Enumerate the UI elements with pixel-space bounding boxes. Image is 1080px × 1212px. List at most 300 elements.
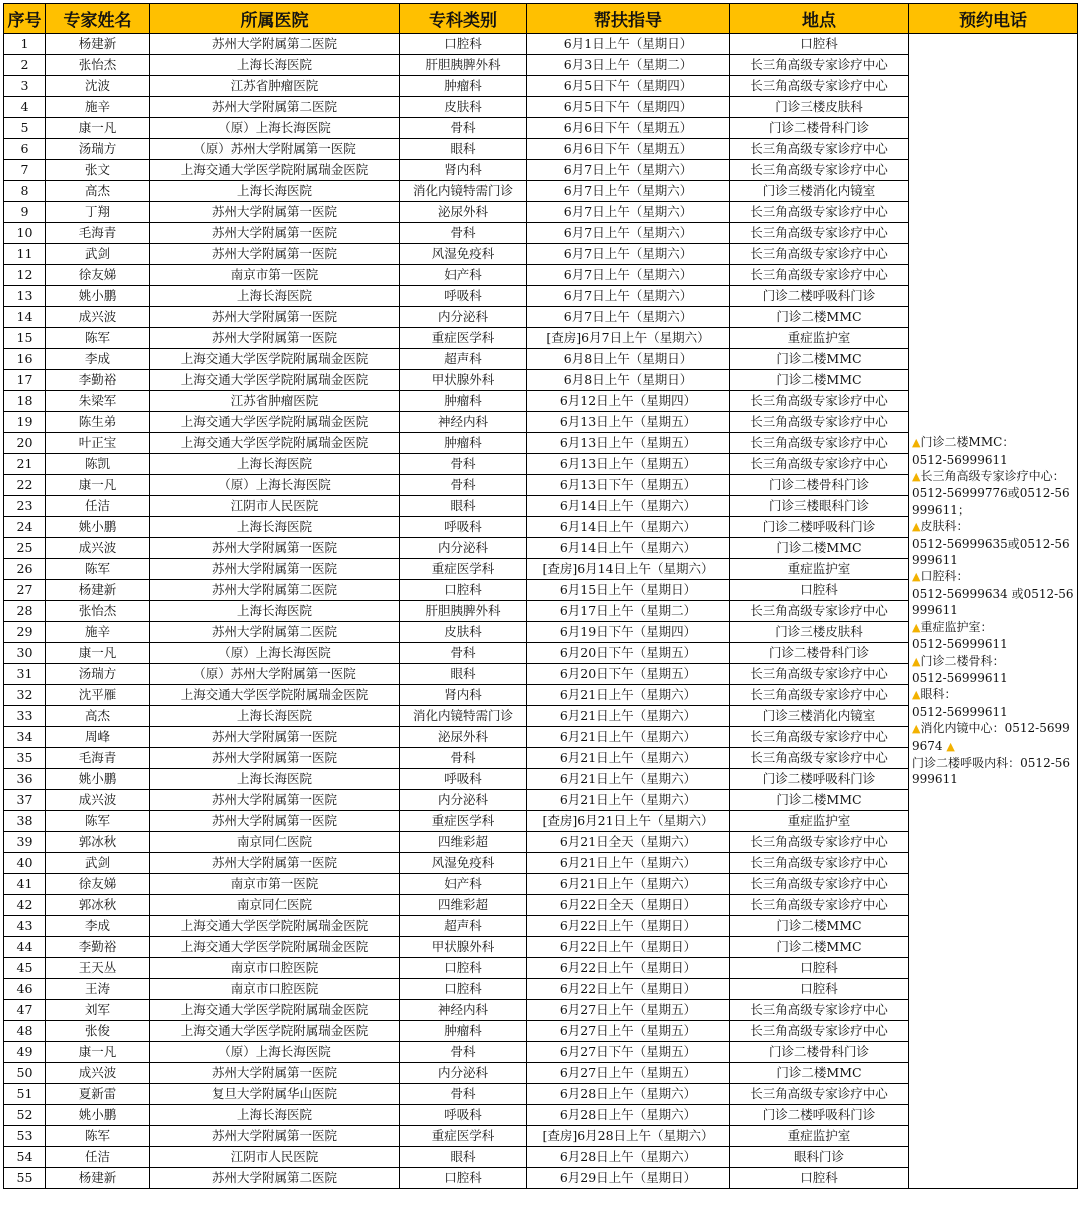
cell-location: 门诊三楼眼科门诊 [730, 496, 909, 517]
cell-guidance-time: 6月27日上午（星期五） [527, 1000, 730, 1021]
cell-index: 42 [4, 895, 46, 916]
header-specialty: 专科类别 [400, 4, 527, 34]
cell-expert-name: 成兴波 [46, 307, 150, 328]
cell-guidance-time: 6月22日上午（星期日） [527, 937, 730, 958]
cell-expert-name: 成兴波 [46, 790, 150, 811]
cell-location: 门诊三楼消化内镜室 [730, 181, 909, 202]
cell-guidance-time: 6月27日上午（星期五） [527, 1063, 730, 1084]
cell-index: 27 [4, 580, 46, 601]
cell-location: 长三角高级专家诊疗中心 [730, 454, 909, 475]
cell-index: 40 [4, 853, 46, 874]
cell-index: 46 [4, 979, 46, 1000]
cell-hospital: 苏州大学附属第一医院 [150, 307, 400, 328]
cell-specialty: 内分泌科 [400, 1063, 527, 1084]
cell-specialty: 肝胆胰脾外科 [400, 55, 527, 76]
cell-location: 口腔科 [730, 958, 909, 979]
cell-expert-name: 任洁 [46, 496, 150, 517]
header-hospital: 所属医院 [150, 4, 400, 34]
cell-index: 20 [4, 433, 46, 454]
cell-guidance-time: 6月21日上午（星期六） [527, 727, 730, 748]
cell-hospital: 南京同仁医院 [150, 832, 400, 853]
cell-hospital: 江阴市人民医院 [150, 1147, 400, 1168]
cell-index: 33 [4, 706, 46, 727]
cell-hospital: 南京同仁医院 [150, 895, 400, 916]
cell-guidance-time: 6月8日上午（星期日） [527, 370, 730, 391]
cell-specialty: 眼科 [400, 1147, 527, 1168]
cell-expert-name: 张怡杰 [46, 55, 150, 76]
header-expert-name: 专家姓名 [46, 4, 150, 34]
cell-guidance-time: 6月13日下午（星期五） [527, 475, 730, 496]
phone-note-line: 0512-56999634 或0512-56999611 [912, 586, 1074, 618]
phone-note-line: ▲眼科： [912, 687, 957, 702]
cell-specialty: 肾内科 [400, 685, 527, 706]
cell-specialty: 泌尿外科 [400, 202, 527, 223]
cell-expert-name: 任洁 [46, 1147, 150, 1168]
cell-hospital: 上海长海医院 [150, 454, 400, 475]
cell-guidance-time: 6月21日上午（星期六） [527, 769, 730, 790]
cell-expert-name: 姚小鹏 [46, 769, 150, 790]
triangle-marker-icon: ▲ [912, 722, 921, 736]
phone-note-line: 门诊二楼呼吸内科：0512-56999611 [912, 755, 1071, 787]
cell-guidance-time: 6月20日下午（星期五） [527, 664, 730, 685]
cell-location: 门诊二楼呼吸科门诊 [730, 769, 909, 790]
cell-index: 23 [4, 496, 46, 517]
cell-index: 37 [4, 790, 46, 811]
cell-specialty: 呼吸科 [400, 286, 527, 307]
cell-expert-name: 张怡杰 [46, 601, 150, 622]
cell-index: 7 [4, 160, 46, 181]
cell-hospital: 上海长海医院 [150, 1105, 400, 1126]
cell-location: 门诊二楼MMC [730, 307, 909, 328]
cell-hospital: 苏州大学附属第二医院 [150, 622, 400, 643]
cell-guidance-time: 6月13日上午（星期五） [527, 433, 730, 454]
cell-specialty: 口腔科 [400, 1168, 527, 1189]
cell-specialty: 重症医学科 [400, 1126, 527, 1147]
cell-location: 长三角高级专家诊疗中心 [730, 433, 909, 454]
cell-specialty: 呼吸科 [400, 517, 527, 538]
cell-hospital: 上海交通大学医学院附属瑞金医院 [150, 370, 400, 391]
phone-note-line: ▲长三角高级专家诊疗中心： [912, 469, 1065, 484]
header-row [4, 4, 1078, 34]
cell-guidance-time: 6月28日上午（星期六） [527, 1105, 730, 1126]
cell-expert-name: 李勤裕 [46, 370, 150, 391]
cell-expert-name: 康一凡 [46, 1042, 150, 1063]
cell-index: 45 [4, 958, 46, 979]
cell-expert-name: 朱梁军 [46, 391, 150, 412]
cell-index: 53 [4, 1126, 46, 1147]
cell-specialty: 骨科 [400, 475, 527, 496]
cell-specialty: 内分泌科 [400, 307, 527, 328]
cell-guidance-time: 6月7日上午（星期六） [527, 160, 730, 181]
cell-specialty: 泌尿外科 [400, 727, 527, 748]
cell-specialty: 眼科 [400, 496, 527, 517]
cell-index: 24 [4, 517, 46, 538]
expert-schedule-table [3, 3, 1078, 1189]
cell-hospital: 上海长海医院 [150, 286, 400, 307]
table-body [4, 34, 1078, 1189]
cell-location: 长三角高级专家诊疗中心 [730, 874, 909, 895]
cell-hospital: （原）苏州大学附属第一医院 [150, 139, 400, 160]
phone-note-line: ▲门诊二楼骨科： [912, 653, 1005, 668]
cell-guidance-time: [查房]6月7日上午（星期六） [527, 328, 730, 349]
cell-expert-name: 张文 [46, 160, 150, 181]
cell-hospital: 苏州大学附属第一医院 [150, 559, 400, 580]
cell-expert-name: 叶正宝 [46, 433, 150, 454]
cell-location: 长三角高级专家诊疗中心 [730, 55, 909, 76]
cell-index: 11 [4, 244, 46, 265]
phone-note-line: 0512-56999611 [912, 452, 1008, 467]
triangle-marker-icon: ▲ [912, 570, 921, 584]
cell-expert-name: 施辛 [46, 622, 150, 643]
triangle-marker-icon: ▲ [912, 654, 921, 668]
cell-guidance-time: 6月28日上午（星期六） [527, 1147, 730, 1168]
phone-note-line: 0512-56999635或0512-56999611 [912, 536, 1070, 568]
cell-specialty: 超声科 [400, 916, 527, 937]
cell-guidance-time: 6月5日下午（星期四） [527, 76, 730, 97]
cell-guidance-time: [查房]6月28日上午（星期六） [527, 1126, 730, 1147]
cell-expert-name: 刘军 [46, 1000, 150, 1021]
cell-specialty: 消化内镜特需门诊 [400, 706, 527, 727]
cell-specialty: 皮肤科 [400, 97, 527, 118]
cell-index: 16 [4, 349, 46, 370]
cell-index: 9 [4, 202, 46, 223]
cell-hospital: 苏州大学附属第一医院 [150, 223, 400, 244]
cell-location: 长三角高级专家诊疗中心 [730, 748, 909, 769]
cell-expert-name: 沈波 [46, 76, 150, 97]
cell-hospital: （原）上海长海医院 [150, 643, 400, 664]
cell-location: 门诊二楼呼吸科门诊 [730, 1105, 909, 1126]
cell-guidance-time: 6月7日上午（星期六） [527, 223, 730, 244]
cell-expert-name: 沈平雁 [46, 685, 150, 706]
cell-index: 12 [4, 265, 46, 286]
cell-expert-name: 王涛 [46, 979, 150, 1000]
cell-index: 28 [4, 601, 46, 622]
cell-index: 34 [4, 727, 46, 748]
cell-hospital: 苏州大学附属第一医院 [150, 811, 400, 832]
cell-location: 口腔科 [730, 979, 909, 1000]
cell-expert-name: 丁翔 [46, 202, 150, 223]
cell-location: 长三角高级专家诊疗中心 [730, 1021, 909, 1042]
cell-hospital: 复旦大学附属华山医院 [150, 1084, 400, 1105]
cell-hospital: 上海交通大学医学院附属瑞金医院 [150, 1000, 400, 1021]
cell-location: 门诊二楼MMC [730, 349, 909, 370]
cell-hospital: 上海长海医院 [150, 181, 400, 202]
cell-location: 门诊二楼MMC [730, 790, 909, 811]
cell-expert-name: 杨建新 [46, 580, 150, 601]
cell-guidance-time: 6月17日上午（星期二） [527, 601, 730, 622]
cell-specialty: 内分泌科 [400, 538, 527, 559]
cell-specialty: 皮肤科 [400, 622, 527, 643]
cell-location: 门诊二楼MMC [730, 937, 909, 958]
cell-hospital: 苏州大学附属第一医院 [150, 727, 400, 748]
cell-location: 门诊二楼MMC [730, 916, 909, 937]
cell-guidance-time: 6月22日上午（星期日） [527, 916, 730, 937]
header-phone: 预约电话 [909, 4, 1078, 34]
cell-hospital: 苏州大学附属第一医院 [150, 328, 400, 349]
cell-expert-name: 李勤裕 [46, 937, 150, 958]
cell-specialty: 口腔科 [400, 979, 527, 1000]
cell-hospital: 上海交通大学医学院附属瑞金医院 [150, 433, 400, 454]
cell-hospital: （原）苏州大学附属第一医院 [150, 664, 400, 685]
cell-expert-name: 张俊 [46, 1021, 150, 1042]
cell-guidance-time: 6月7日上午（星期六） [527, 181, 730, 202]
cell-index: 50 [4, 1063, 46, 1084]
cell-location: 长三角高级专家诊疗中心 [730, 391, 909, 412]
cell-index: 47 [4, 1000, 46, 1021]
cell-hospital: 苏州大学附属第一医院 [150, 1126, 400, 1147]
cell-guidance-time: 6月27日下午（星期五） [527, 1042, 730, 1063]
cell-expert-name: 李成 [46, 916, 150, 937]
phone-note-line: 0512-56999611 [912, 637, 1008, 652]
cell-guidance-time: 6月27日上午（星期五） [527, 1021, 730, 1042]
cell-index: 14 [4, 307, 46, 328]
cell-hospital: 上海长海医院 [150, 601, 400, 622]
header-guidance-time: 帮扶指导 [527, 4, 730, 34]
cell-expert-name: 杨建新 [46, 34, 150, 55]
cell-location: 重症监护室 [730, 559, 909, 580]
cell-location: 重症监护室 [730, 811, 909, 832]
cell-expert-name: 陈军 [46, 559, 150, 580]
cell-guidance-time: 6月7日上午（星期六） [527, 286, 730, 307]
cell-expert-name: 周峰 [46, 727, 150, 748]
header-location: 地点 [730, 4, 909, 34]
cell-guidance-time: 6月21日上午（星期六） [527, 874, 730, 895]
cell-expert-name: 陈军 [46, 811, 150, 832]
cell-expert-name: 高杰 [46, 181, 150, 202]
cell-expert-name: 成兴波 [46, 1063, 150, 1084]
cell-hospital: 上海交通大学医学院附属瑞金医院 [150, 685, 400, 706]
triangle-marker-icon: ▲ [912, 436, 921, 450]
cell-index: 5 [4, 118, 46, 139]
cell-index: 49 [4, 1042, 46, 1063]
cell-location: 长三角高级专家诊疗中心 [730, 244, 909, 265]
cell-location: 长三角高级专家诊疗中心 [730, 664, 909, 685]
cell-specialty: 妇产科 [400, 874, 527, 895]
cell-hospital: 上海交通大学医学院附属瑞金医院 [150, 916, 400, 937]
cell-location: 门诊三楼皮肤科 [730, 622, 909, 643]
cell-specialty: 肿瘤科 [400, 1021, 527, 1042]
cell-location: 门诊二楼骨科门诊 [730, 475, 909, 496]
cell-location: 长三角高级专家诊疗中心 [730, 412, 909, 433]
cell-guidance-time: 6月21日上午（星期六） [527, 853, 730, 874]
cell-guidance-time: 6月22日上午（星期日） [527, 979, 730, 1000]
cell-location: 口腔科 [730, 1168, 909, 1189]
cell-guidance-time: 6月1日上午（星期日） [527, 34, 730, 55]
cell-specialty: 超声科 [400, 349, 527, 370]
cell-location: 门诊二楼MMC [730, 1063, 909, 1084]
cell-index: 3 [4, 76, 46, 97]
cell-location: 长三角高级专家诊疗中心 [730, 1084, 909, 1105]
cell-specialty: 四维彩超 [400, 895, 527, 916]
triangle-marker-icon: ▲ [912, 620, 921, 634]
cell-expert-name: 姚小鹏 [46, 286, 150, 307]
cell-location: 眼科门诊 [730, 1147, 909, 1168]
cell-index: 48 [4, 1021, 46, 1042]
cell-hospital: （原）上海长海医院 [150, 475, 400, 496]
cell-index: 38 [4, 811, 46, 832]
cell-specialty: 骨科 [400, 748, 527, 769]
cell-location: 门诊二楼骨科门诊 [730, 643, 909, 664]
cell-hospital: 上海长海医院 [150, 517, 400, 538]
cell-guidance-time: 6月6日下午（星期五） [527, 118, 730, 139]
cell-hospital: 苏州大学附属第一医院 [150, 853, 400, 874]
cell-location: 长三角高级专家诊疗中心 [730, 139, 909, 160]
cell-index: 22 [4, 475, 46, 496]
cell-specialty: 口腔科 [400, 958, 527, 979]
cell-index: 54 [4, 1147, 46, 1168]
cell-specialty: 风湿免疫科 [400, 853, 527, 874]
cell-hospital: 江阴市人民医院 [150, 496, 400, 517]
cell-location: 长三角高级专家诊疗中心 [730, 1000, 909, 1021]
cell-index: 32 [4, 685, 46, 706]
cell-hospital: 南京市第一医院 [150, 874, 400, 895]
cell-index: 10 [4, 223, 46, 244]
phone-note-line: 0512-56999611 [912, 704, 1008, 719]
cell-guidance-time: [查房]6月14日上午（星期六） [527, 559, 730, 580]
cell-hospital: 上海交通大学医学院附属瑞金医院 [150, 412, 400, 433]
cell-specialty: 神经内科 [400, 1000, 527, 1021]
cell-location: 门诊二楼MMC [730, 538, 909, 559]
cell-expert-name: 徐友娣 [46, 874, 150, 895]
cell-specialty: 眼科 [400, 139, 527, 160]
cell-location: 长三角高级专家诊疗中心 [730, 160, 909, 181]
phone-note-line: ▲皮肤科： [912, 519, 969, 534]
cell-expert-name: 施辛 [46, 97, 150, 118]
cell-specialty: 妇产科 [400, 265, 527, 286]
cell-expert-name: 高杰 [46, 706, 150, 727]
cell-hospital: 苏州大学附属第一医院 [150, 790, 400, 811]
cell-hospital: 上海长海医院 [150, 706, 400, 727]
cell-index: 17 [4, 370, 46, 391]
cell-location: 长三角高级专家诊疗中心 [730, 223, 909, 244]
cell-guidance-time: 6月29日上午（星期日） [527, 1168, 730, 1189]
cell-location: 长三角高级专家诊疗中心 [730, 601, 909, 622]
cell-index: 1 [4, 34, 46, 55]
cell-expert-name: 郭冰秋 [46, 832, 150, 853]
cell-guidance-time: 6月7日上午（星期六） [527, 307, 730, 328]
cell-guidance-time: 6月28日上午（星期六） [527, 1084, 730, 1105]
cell-hospital: 江苏省肿瘤医院 [150, 76, 400, 97]
cell-location: 重症监护室 [730, 1126, 909, 1147]
cell-location: 口腔科 [730, 580, 909, 601]
cell-guidance-time: 6月7日上午（星期六） [527, 202, 730, 223]
cell-expert-name: 郭冰秋 [46, 895, 150, 916]
cell-location: 长三角高级专家诊疗中心 [730, 727, 909, 748]
cell-hospital: 苏州大学附属第一医院 [150, 748, 400, 769]
cell-location: 长三角高级专家诊疗中心 [730, 832, 909, 853]
cell-guidance-time: 6月22日全天（星期日） [527, 895, 730, 916]
cell-expert-name: 汤瑞方 [46, 664, 150, 685]
cell-specialty: 口腔科 [400, 34, 527, 55]
phone-note-line: ▲门诊二楼MMC： [912, 435, 1015, 450]
cell-location: 门诊二楼骨科门诊 [730, 118, 909, 139]
cell-location: 门诊二楼MMC [730, 370, 909, 391]
cell-expert-name: 李成 [46, 349, 150, 370]
cell-specialty: 骨科 [400, 1042, 527, 1063]
cell-guidance-time: 6月12日上午（星期四） [527, 391, 730, 412]
cell-specialty: 肝胆胰脾外科 [400, 601, 527, 622]
cell-index: 30 [4, 643, 46, 664]
cell-location: 长三角高级专家诊疗中心 [730, 202, 909, 223]
cell-index: 15 [4, 328, 46, 349]
cell-hospital: 江苏省肿瘤医院 [150, 391, 400, 412]
cell-expert-name: 夏新雷 [46, 1084, 150, 1105]
cell-location: 长三角高级专家诊疗中心 [730, 265, 909, 286]
cell-guidance-time: [查房]6月21日上午（星期六） [527, 811, 730, 832]
cell-index: 2 [4, 55, 46, 76]
cell-guidance-time: 6月14日上午（星期六） [527, 496, 730, 517]
cell-specialty: 眼科 [400, 664, 527, 685]
cell-guidance-time: 6月20日下午（星期五） [527, 643, 730, 664]
cell-expert-name: 陈军 [46, 1126, 150, 1147]
cell-location: 长三角高级专家诊疗中心 [730, 895, 909, 916]
cell-expert-name: 康一凡 [46, 475, 150, 496]
cell-expert-name: 康一凡 [46, 118, 150, 139]
cell-specialty: 重症医学科 [400, 328, 527, 349]
triangle-marker-icon: ▲ [912, 470, 921, 484]
cell-expert-name: 杨建新 [46, 1168, 150, 1189]
cell-index: 26 [4, 559, 46, 580]
cell-guidance-time: 6月14日上午（星期六） [527, 517, 730, 538]
cell-location: 门诊二楼骨科门诊 [730, 1042, 909, 1063]
cell-index: 13 [4, 286, 46, 307]
cell-specialty: 甲状腺外科 [400, 370, 527, 391]
cell-specialty: 四维彩超 [400, 832, 527, 853]
cell-guidance-time: 6月3日上午（星期二） [527, 55, 730, 76]
cell-hospital: 南京市口腔医院 [150, 979, 400, 1000]
cell-guidance-time: 6月19日下午（星期四） [527, 622, 730, 643]
cell-hospital: 上海交通大学医学院附属瑞金医院 [150, 1021, 400, 1042]
cell-index: 21 [4, 454, 46, 475]
cell-hospital: 苏州大学附属第一医院 [150, 538, 400, 559]
cell-specialty: 口腔科 [400, 580, 527, 601]
cell-location: 长三角高级专家诊疗中心 [730, 685, 909, 706]
cell-index: 36 [4, 769, 46, 790]
cell-index: 18 [4, 391, 46, 412]
cell-guidance-time: 6月21日全天（星期六） [527, 832, 730, 853]
cell-guidance-time: 6月21日上午（星期六） [527, 790, 730, 811]
cell-expert-name: 陈凯 [46, 454, 150, 475]
cell-index: 51 [4, 1084, 46, 1105]
cell-guidance-time: 6月13日上午（星期五） [527, 454, 730, 475]
cell-specialty: 肿瘤科 [400, 433, 527, 454]
cell-index: 19 [4, 412, 46, 433]
cell-specialty: 重症医学科 [400, 559, 527, 580]
cell-specialty: 内分泌科 [400, 790, 527, 811]
cell-location: 门诊三楼消化内镜室 [730, 706, 909, 727]
table-row [4, 34, 1078, 55]
cell-hospital: 苏州大学附属第一医院 [150, 244, 400, 265]
cell-hospital: 苏州大学附属第二医院 [150, 34, 400, 55]
cell-hospital: 上海长海医院 [150, 769, 400, 790]
cell-expert-name: 武剑 [46, 244, 150, 265]
cell-index: 35 [4, 748, 46, 769]
cell-expert-name: 王天丛 [46, 958, 150, 979]
cell-hospital: 苏州大学附属第二医院 [150, 97, 400, 118]
cell-index: 41 [4, 874, 46, 895]
cell-expert-name: 陈军 [46, 328, 150, 349]
cell-location: 长三角高级专家诊疗中心 [730, 76, 909, 97]
cell-specialty: 肾内科 [400, 160, 527, 181]
cell-index: 55 [4, 1168, 46, 1189]
header-index: 序号 [4, 4, 46, 34]
phone-note-line: ▲重症监护室： [912, 619, 993, 634]
cell-hospital: 上海交通大学医学院附属瑞金医院 [150, 349, 400, 370]
cell-specialty: 骨科 [400, 223, 527, 244]
cell-specialty: 骨科 [400, 643, 527, 664]
cell-location: 门诊三楼皮肤科 [730, 97, 909, 118]
triangle-marker-icon: ▲ [912, 688, 921, 702]
